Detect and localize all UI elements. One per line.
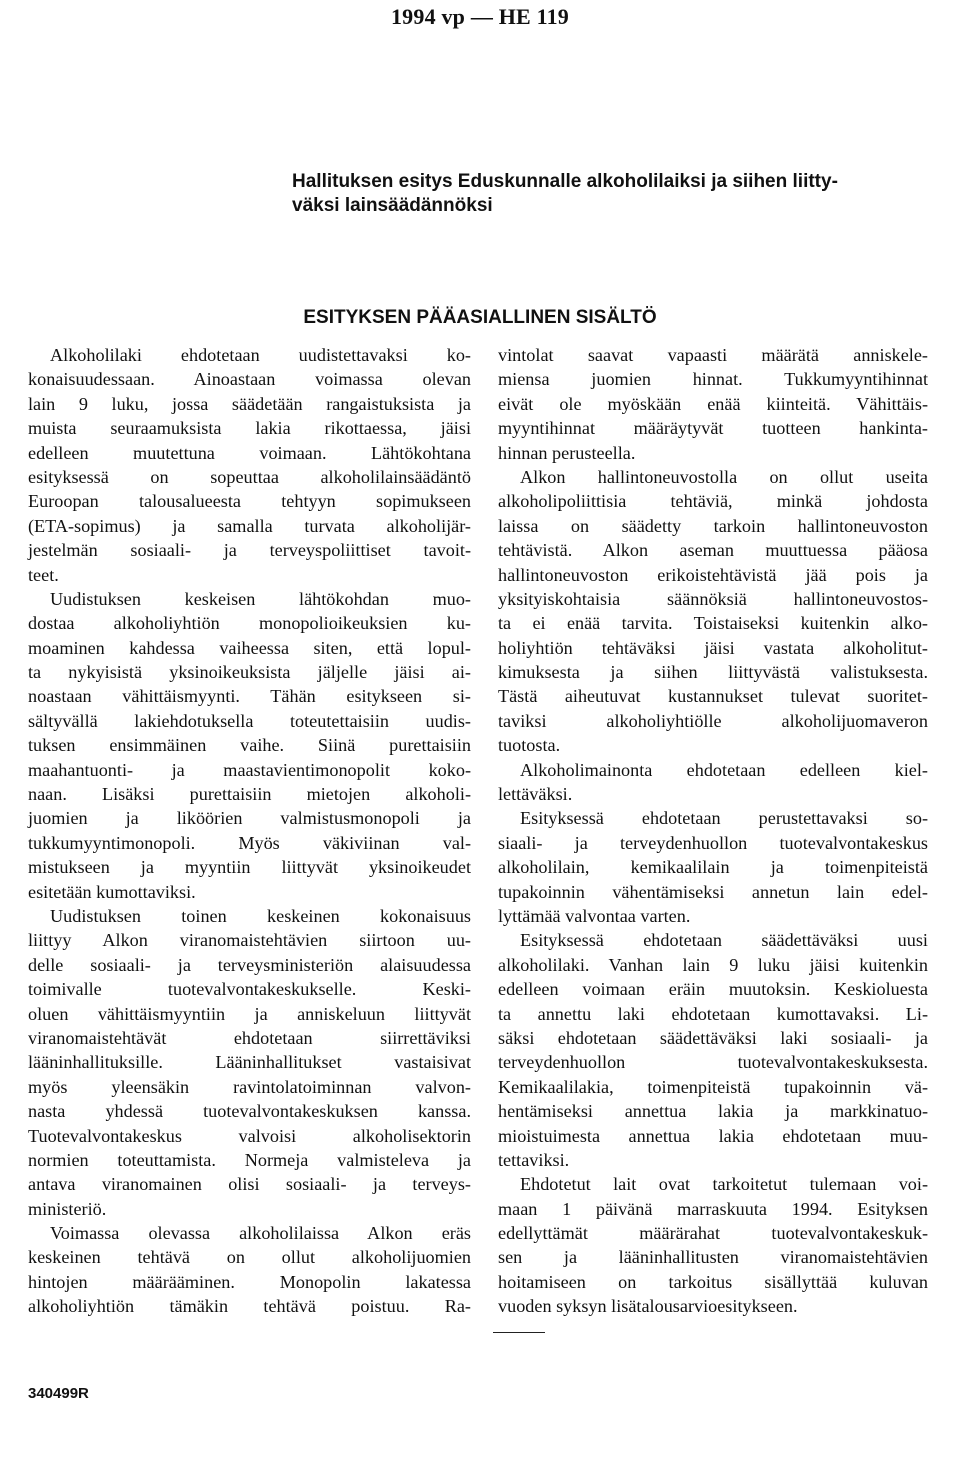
text-line: sältyvällä lakiehdotuksella toteutettaisiin uudis- bbox=[28, 710, 471, 731]
text-line: laissa on säädetty tarkoin hallintoneuvoston bbox=[498, 515, 928, 536]
text-line: noastaan vähittäismyynti. Tähän esitykseen si- bbox=[28, 686, 471, 707]
text-line: mioistuimesta annettua lakia ehdotetaan muu- bbox=[498, 1125, 928, 1146]
text-line: edellyttämät määrärahat tuotevalvontakeskuk- bbox=[498, 1223, 928, 1244]
text-line: jestelmän sosiaali- ja terveyspoliittiset tavoit- bbox=[28, 540, 471, 561]
text-line: siaali- ja terveydenhuollon tuotevalvontakeskus bbox=[498, 832, 928, 853]
footnote-divider bbox=[493, 1332, 545, 1333]
text-line: Alkoholimainonta ehdotetaan edelleen kiel- bbox=[520, 759, 928, 780]
text-line: konaisuudessaan. Ainoastaan voimassa olevan bbox=[28, 369, 471, 390]
text-line: tehtävistä. Alkon aseman muuttuessa pääosa bbox=[498, 540, 928, 561]
section-heading: ESITYKSEN PÄÄASIALLINEN SISÄLTÖ bbox=[303, 307, 657, 328]
text-line: sen ja lääninhallitusten viranomaistehtävien bbox=[498, 1247, 928, 1268]
text-line: vuoden syksyn lisätalousarvioesitykseen. bbox=[498, 1296, 798, 1317]
text-line: ta annettu laki ehdotetaan kumottavaksi. Li- bbox=[498, 1003, 928, 1024]
text-line: terveydenhuollon tuotevalvontakeskuksesta. bbox=[498, 1052, 928, 1073]
text-line: Esityksessä ehdotetaan säädettäväksi uusi bbox=[520, 930, 928, 951]
text-line: Uudistuksen keskeisen lähtökohdan muo- bbox=[50, 588, 471, 609]
text-line: Ehdotetut lait ovat tarkoitetut tulemaan voi- bbox=[520, 1174, 928, 1195]
text-line: alkoholiyhtiön tämäkin tehtävä poistuu. Ra- bbox=[28, 1296, 471, 1317]
text-line: miensa juomien hinnat. Tukkumyyntihinnat bbox=[498, 369, 928, 390]
text-line: edelleen voimaan eräin muutoksin. Keskioluesta bbox=[498, 979, 928, 1000]
text-line: kimuksesta ja siihen liittyvästä valistuksesta. bbox=[498, 662, 928, 683]
text-line: liittyy Alkon viranomaistehtävien siirtoon uu- bbox=[28, 930, 471, 951]
text-line: maahantuonti- ja maastavientimonopolit koko- bbox=[28, 759, 471, 780]
text-line: delle sosiaali- ja terveysministeriön alaisuudessa bbox=[28, 954, 471, 975]
text-line: Euroopan talousalueesta tehtyyn sopimukseen bbox=[28, 491, 471, 512]
document-title bbox=[292, 170, 932, 218]
text-line: juomien ja liköörien valmistusmonopoli ja bbox=[28, 808, 471, 829]
text-line: säksi ehdotetaan säädettäväksi laki sosiaali- ja bbox=[498, 1027, 928, 1048]
text-line: taviksi alkoholiyhtiölle alkoholijuomaveron bbox=[498, 710, 928, 731]
text-line: muista seuraamuksista lakia rikottaessa, jäisi bbox=[28, 418, 471, 439]
text-line: tuotosta. bbox=[498, 735, 561, 756]
text-line: alkoholilain, kemikaalilain ja toimenpiteistä bbox=[498, 857, 928, 878]
text-line: Alkon hallintoneuvostolla on ollut useita bbox=[520, 466, 928, 487]
text-line: normien toteuttamista. Normeja valmisteleva ja bbox=[28, 1149, 471, 1170]
text-line: tettaviksi. bbox=[498, 1149, 570, 1170]
text-line: dostaa alkoholiyhtiön monopolioikeuksien ku- bbox=[28, 613, 471, 634]
text-line: viranomaistehtävät ehdotetaan siirrettäviksi bbox=[28, 1027, 471, 1048]
text-line: keskeinen tehtävä on ollut alkoholijuomien bbox=[28, 1247, 471, 1268]
text-line: Uudistuksen toinen keskeinen kokonaisuus bbox=[50, 905, 471, 926]
document-code: 340499R bbox=[28, 1385, 89, 1402]
text-line: ta ei enää tarvita. Toistaiseksi kuitenkin alko- bbox=[498, 613, 928, 634]
text-line: Alkoholilaki ehdotetaan uudistettavaksi ko- bbox=[50, 345, 471, 365]
text-line: lääninhallituksille. Lääninhallitukset vastaisivat bbox=[28, 1052, 471, 1073]
text-line: lyttämää valvontaa varten. bbox=[498, 905, 691, 926]
text-line: naan. Lisäksi purettaisiin mietojen alkoholi- bbox=[28, 784, 471, 805]
text-line: alkoholipoliittisia tehtäviä, minkä johdosta bbox=[498, 491, 928, 512]
text-line: Esityksessä ehdotetaan perustettavaksi so- bbox=[520, 808, 928, 829]
left-column bbox=[28, 343, 471, 1319]
text-line: eivät ole myöskään enää kiinteitä. Vähittäis- bbox=[498, 393, 928, 414]
text-line: antava viranomainen olisi sosiaali- ja terveys- bbox=[28, 1174, 471, 1195]
text-line: esityksessä on sopeuttaa alkoholilainsäädäntö bbox=[28, 466, 471, 487]
text-line: vintolat saavat vapaasti määrätä anniskele- bbox=[498, 345, 928, 365]
text-line: hallintoneuvoston erikoistehtävistä jää pois ja bbox=[498, 564, 928, 585]
text-line: myös yleensäkin ravintolatoiminnan valvon- bbox=[28, 1076, 471, 1097]
text-line: yksityiskohtaisia säännöksiä hallintoneuvostos- bbox=[498, 588, 928, 609]
text-line: myyntihinnat määräytyvät tuotteen hankinta- bbox=[498, 418, 928, 439]
text-line: moaminen kahdessa vaiheessa siten, että lopul- bbox=[28, 637, 471, 658]
text-line: esitetään kumottaviksi. bbox=[28, 881, 196, 902]
text-line: lettäväksi. bbox=[498, 784, 573, 805]
text-line: Tästä aiheutuvat kustannukset tulevat suoritet- bbox=[498, 686, 928, 707]
text-line: Tuotevalvontakeskus valvoisi alkoholisektorin bbox=[28, 1125, 471, 1146]
text-line: holiyhtiön tehtäväksi jäisi vastata alkoholitut- bbox=[498, 637, 928, 658]
text-line: (ETA-sopimus) ja samalla turvata alkoholijär- bbox=[28, 515, 471, 536]
text-line: Kemikaalilakia, toimenpiteistä tupakoinnin vä- bbox=[498, 1076, 928, 1097]
page-header: 1994 vp — HE 119 bbox=[390, 4, 569, 29]
text-line: tuksen ensimmäinen vaihe. Siinä purettaisiin bbox=[28, 735, 471, 756]
text-line: lain 9 luku, jossa säädetään rangaistuksista ja bbox=[28, 393, 471, 414]
text-line: hinnan perusteella. bbox=[498, 442, 636, 463]
right-column bbox=[498, 343, 928, 1319]
text-line: mistukseen ja myyntiin liittyvät yksinoikeudet bbox=[28, 857, 471, 878]
text-line: hoitamiseen on tarkoitus sisällyttää kuluvan bbox=[498, 1271, 928, 1292]
document-title-line-1: Hallituksen esitys Eduskunnalle alkoholilaiksi ja siihen liitty- bbox=[292, 171, 838, 192]
text-line: edelleen muutettuna voimaan. Lähtökohtana bbox=[28, 442, 471, 463]
text-line: teet. bbox=[28, 564, 59, 585]
text-line: maan 1 päivänä marraskuuta 1994. Esityksen bbox=[498, 1198, 928, 1219]
text-line: oluen vähittäismyyntiin ja anniskeluun liittyvät bbox=[28, 1003, 471, 1024]
document-title-line-2: väksi lainsäädännöksi bbox=[292, 195, 493, 216]
text-line: hintojen määrääminen. Monopolin lakatessa bbox=[28, 1271, 471, 1292]
text-line: nasta yhdessä tuotevalvontakeskuksen kanssa. bbox=[28, 1101, 471, 1122]
text-line: Voimassa olevassa alkoholilaissa Alkon eräs bbox=[50, 1223, 471, 1244]
text-line: tukkumyyntimonopoli. Myös väkiviinan val- bbox=[28, 832, 471, 853]
text-line: hentämiseksi annettua lakia ja markkinatuo- bbox=[498, 1101, 928, 1122]
text-line: tupakoinnin vähentämiseksi annetun lain edel- bbox=[498, 881, 928, 902]
text-line: ta nykyisistä yksinoikeuksista jäljelle jäisi ai- bbox=[28, 662, 471, 683]
text-line: toimivalle tuotevalvontakeskukselle. Keski- bbox=[28, 979, 471, 1000]
text-line: ministeriö. bbox=[28, 1198, 107, 1219]
text-line: alkoholilaki. Vanhan lain 9 luku jäisi kuitenkin bbox=[498, 954, 928, 975]
